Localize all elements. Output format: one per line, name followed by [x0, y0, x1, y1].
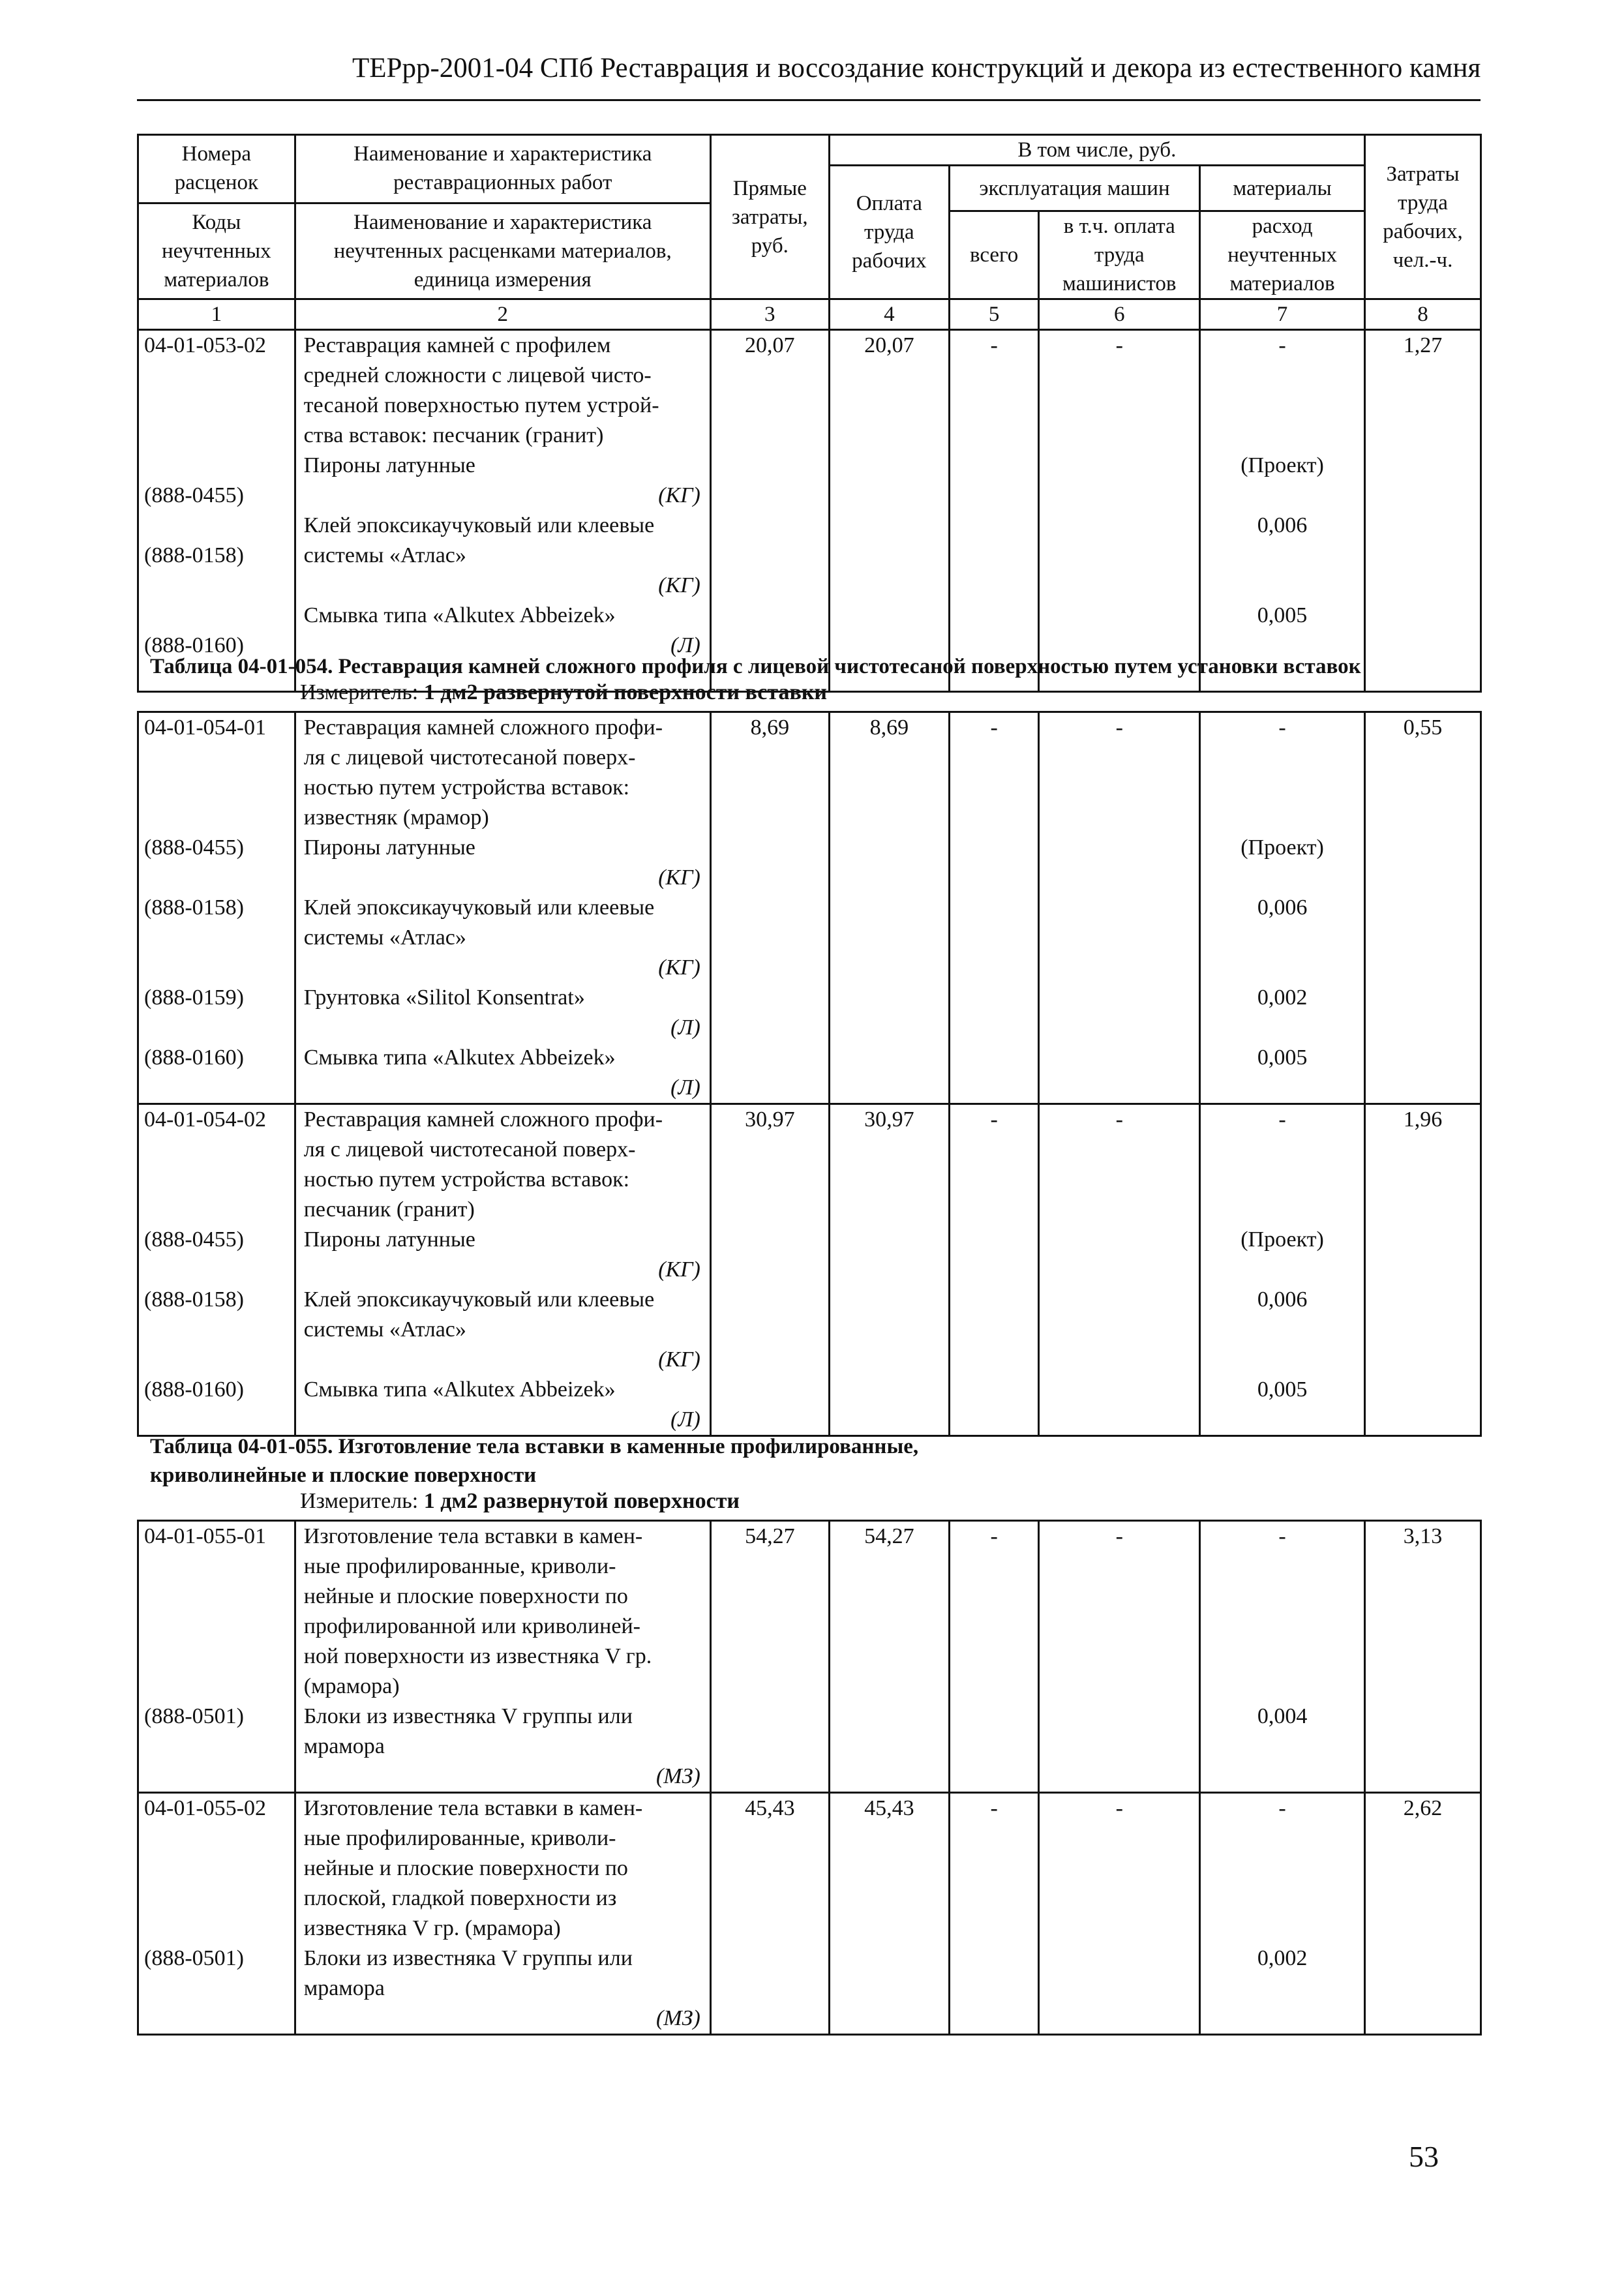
- material-code: (888-0455): [144, 483, 244, 507]
- material-unit: (КГ): [658, 865, 700, 890]
- material-code: (888-0160): [144, 633, 244, 657]
- material-code: (888-0160): [144, 1377, 244, 1402]
- page-number: 53: [1409, 2140, 1439, 2173]
- rate-row: [138, 1521, 1481, 1793]
- rate-description: нейные и плоские поверхности по: [303, 1584, 628, 1608]
- material-name: Пироны латунные: [303, 1227, 475, 1252]
- material-unit: (КГ): [658, 573, 700, 597]
- wages: 8,69: [829, 712, 949, 1104]
- rate-description: ной поверхности из известняка V гр.: [303, 1644, 652, 1668]
- material-name: Клей эпоксикаучуковый или клеевые: [303, 1287, 655, 1312]
- measure-value: 1 дм2 развернутой поверхности: [423, 1489, 740, 1513]
- material-unit: (КГ): [658, 1347, 700, 1372]
- rate-description: ностью путем устройства вставок:: [303, 775, 630, 800]
- column-number: 7: [1200, 299, 1365, 330]
- measure-label: Измеритель:: [300, 1489, 419, 1513]
- measure-line: [300, 1489, 740, 1514]
- column-number-row: [138, 299, 1481, 330]
- machines-total: -: [949, 330, 1039, 692]
- material-quantity: 0,005: [1257, 1377, 1308, 1402]
- material-name: мрамора: [303, 1976, 385, 2000]
- material-quantity: 0,006: [1257, 895, 1308, 920]
- direct-costs: 8,69: [710, 712, 829, 1104]
- rate-description: Изготовление тела вставки в камен-: [303, 1796, 643, 1820]
- rate-description: профилированной или криволиней-: [303, 1614, 640, 1638]
- machines-total: -: [949, 1104, 1039, 1436]
- material-quantity: 0,002: [1257, 1946, 1308, 1970]
- direct-costs: 54,27: [710, 1521, 829, 1793]
- wages: 54,27: [829, 1521, 949, 1793]
- measure-line: [300, 680, 827, 705]
- rate-description: Реставрация камней с профилем: [303, 333, 611, 357]
- wages: 30,97: [829, 1104, 949, 1436]
- labor-hours: 1,27: [1364, 330, 1481, 692]
- column-number: 5: [949, 299, 1039, 330]
- material-consumption: -: [1278, 1796, 1286, 1820]
- rate-description: ля с лицевой чистотесаной поверх-: [303, 1137, 636, 1162]
- material-code: (888-0160): [144, 1045, 244, 1070]
- rate-description: тесаной поверхностью путем устрой-: [303, 393, 659, 417]
- rate-description: ные профилированные, криволи-: [303, 1554, 616, 1578]
- column-number: 4: [829, 299, 949, 330]
- rate-code: 04-01-055-02: [144, 1796, 266, 1820]
- table-header-row: [138, 135, 1481, 166]
- header-rate-numbers: Номера расценок: [174, 142, 258, 194]
- material-quantity: 0,005: [1257, 603, 1308, 627]
- rate-description: известняк (мрамор): [303, 805, 489, 830]
- material-name: Смывка типа «Alkutex Abbeizek»: [303, 603, 616, 627]
- column-number: 3: [710, 299, 829, 330]
- material-code: (888-0501): [144, 1704, 244, 1728]
- material-consumption: -: [1278, 333, 1286, 357]
- material-name: Клей эпоксикаучуковый или клеевые: [303, 895, 655, 920]
- column-number: 8: [1364, 299, 1481, 330]
- table-caption: криволинейные и плоские поверхности: [150, 1464, 537, 1487]
- material-unit: (Л): [670, 1407, 700, 1432]
- material-name: Клей эпоксикаучуковый или клеевые: [303, 513, 655, 537]
- page-header-title: ТЕРрр-2001-04 СПб Реставрация и воссоздание конструкций и декора из естественного камня: [352, 53, 1481, 83]
- rate-description: ностью путем устройства вставок:: [303, 1167, 630, 1192]
- rate-description: Реставрация камней сложного профи-: [303, 1107, 663, 1132]
- header-material-name: Наименование и характеристика неучтенных расценками материалов, единица измерения: [296, 202, 710, 298]
- rate-description: известняка V гр. (мрамора): [303, 1916, 561, 1940]
- rate-code: 04-01-054-01: [144, 715, 266, 740]
- material-quantity: 0,006: [1257, 1287, 1308, 1312]
- machinists-wages: -: [1039, 712, 1200, 1104]
- direct-costs: 20,07: [710, 330, 829, 692]
- material-consumption: -: [1278, 715, 1286, 740]
- header-material-consumption: расход неучтенных материалов: [1200, 211, 1365, 299]
- machinists-wages: -: [1039, 330, 1200, 692]
- rate-description: ства вставок: песчаник (гранит): [303, 423, 604, 447]
- header-machines: эксплуатация машин: [949, 166, 1199, 211]
- column-number: 2: [295, 299, 710, 330]
- material-name: системы «Атлас»: [303, 925, 466, 950]
- labor-hours: 3,13: [1364, 1521, 1481, 1793]
- wages: 20,07: [829, 330, 949, 692]
- material-name: Смывка типа «Alkutex Abbeizek»: [303, 1377, 616, 1402]
- material-unit: (Л): [670, 1075, 700, 1100]
- table-caption: Таблица 04-01-055. Изготовление тела вставки в каменные профилированные,: [150, 1435, 919, 1458]
- header-machines-total: всего: [949, 211, 1039, 299]
- machinists-wages: -: [1039, 1104, 1200, 1436]
- measure-value: 1 дм2 развернутой поверхности вставки: [423, 680, 828, 704]
- machinists-wages: -: [1039, 1793, 1200, 2035]
- norms-table-054: [137, 711, 1482, 1437]
- norms-table-055: [137, 1520, 1482, 2036]
- material-quantity: 0,004: [1257, 1704, 1308, 1728]
- rate-description: нейные и плоские поверхности по: [303, 1856, 628, 1880]
- material-code: (888-0159): [144, 985, 244, 1010]
- header-including-group: В том числе, руб.: [829, 135, 1364, 166]
- material-unit: (КГ): [658, 483, 700, 507]
- rate-description: плоской, гладкой поверхности из: [303, 1886, 617, 1910]
- material-quantity: (Проект): [1241, 835, 1324, 860]
- header-wages: Оплата труда рабочих: [829, 166, 949, 299]
- rate-code: 04-01-053-02: [144, 333, 266, 357]
- rate-row: [138, 1793, 1481, 2035]
- rate-description: ные профилированные, криволи-: [303, 1826, 616, 1850]
- rate-row: [138, 712, 1481, 1104]
- material-quantity: (Проект): [1241, 1227, 1324, 1252]
- column-number: 6: [1039, 299, 1200, 330]
- material-code: (888-0158): [144, 543, 244, 567]
- rate-row: [138, 1104, 1481, 1436]
- material-name: системы «Атлас»: [303, 1317, 466, 1342]
- material-consumption: -: [1278, 1524, 1286, 1548]
- header-direct-costs: Прямые затраты, руб.: [710, 135, 829, 299]
- material-consumption: -: [1278, 1107, 1286, 1132]
- material-code: (888-0158): [144, 1287, 244, 1312]
- material-name: Блоки из известняка V группы или: [303, 1946, 633, 1970]
- labor-hours: 2,62: [1364, 1793, 1481, 2035]
- table-caption: Таблица 04-01-054. Реставрация камней сложного профиля с лицевой чистотесаной поверхностью путем установки вставок: [150, 655, 1361, 678]
- material-quantity: (Проект): [1241, 453, 1324, 477]
- machinists-wages: -: [1039, 1521, 1200, 1793]
- header-machinists-wages: в т.ч. оплата труда машинистов: [1039, 211, 1200, 299]
- rate-description: Реставрация камней сложного профи-: [303, 715, 663, 740]
- rate-description: ля с лицевой чистотесаной поверх-: [303, 745, 636, 770]
- material-unit: (МЗ): [655, 1764, 700, 1788]
- norms-table-053: [137, 134, 1482, 693]
- material-quantity: 0,002: [1257, 985, 1308, 1010]
- header-materials: материалы: [1200, 166, 1365, 211]
- material-quantity: 0,006: [1257, 513, 1308, 537]
- rate-description: песчаник (гранит): [303, 1197, 475, 1222]
- machines-total: -: [949, 1521, 1039, 1793]
- material-code: (888-0455): [144, 1227, 244, 1252]
- labor-hours: 1,96: [1364, 1104, 1481, 1436]
- direct-costs: 30,97: [710, 1104, 829, 1436]
- labor-hours: 0,55: [1364, 712, 1481, 1104]
- material-name: Пироны латунные: [303, 453, 475, 477]
- rate-row: [138, 330, 1481, 692]
- rate-code: 04-01-054-02: [144, 1107, 266, 1132]
- material-code: (888-0501): [144, 1946, 244, 1970]
- material-name: Смывка типа «Alkutex Abbeizek»: [303, 1045, 616, 1070]
- direct-costs: 45,43: [710, 1793, 829, 2035]
- rate-code: 04-01-055-01: [144, 1524, 266, 1548]
- material-unit: (МЗ): [655, 2006, 700, 2030]
- material-unit: (КГ): [658, 955, 700, 980]
- rate-description: Изготовление тела вставки в камен-: [303, 1524, 643, 1548]
- measure-label: Измеритель:: [300, 680, 419, 704]
- wages: 45,43: [829, 1793, 949, 2035]
- material-unit: (КГ): [658, 1257, 700, 1282]
- material-code: (888-0158): [144, 895, 244, 920]
- material-quantity: 0,005: [1257, 1045, 1308, 1070]
- material-name: Пироны латунные: [303, 835, 475, 860]
- material-unit: (Л): [670, 1015, 700, 1040]
- machines-total: -: [949, 712, 1039, 1104]
- material-name: Блоки из известняка V группы или: [303, 1704, 633, 1728]
- material-unit: (Л): [670, 633, 700, 657]
- header-work-name: Наименование и характеристика реставрационных работ: [353, 142, 652, 194]
- header-material-codes: Коды неучтенных материалов: [139, 202, 294, 298]
- machines-total: -: [949, 1793, 1039, 2035]
- material-code: (888-0455): [144, 835, 244, 860]
- rate-description: средней сложности с лицевой чисто-: [303, 363, 652, 387]
- header-rule: [137, 99, 1481, 101]
- rate-description: (мрамора): [303, 1674, 400, 1698]
- material-name: системы «Атлас»: [303, 543, 466, 567]
- column-number: 1: [138, 299, 295, 330]
- material-name: мрамора: [303, 1734, 385, 1758]
- header-labor-hours: Затраты труда рабочих, чел.-ч.: [1364, 135, 1481, 299]
- material-name: Грунтовка «Silitol Konsentrat»: [303, 985, 585, 1010]
